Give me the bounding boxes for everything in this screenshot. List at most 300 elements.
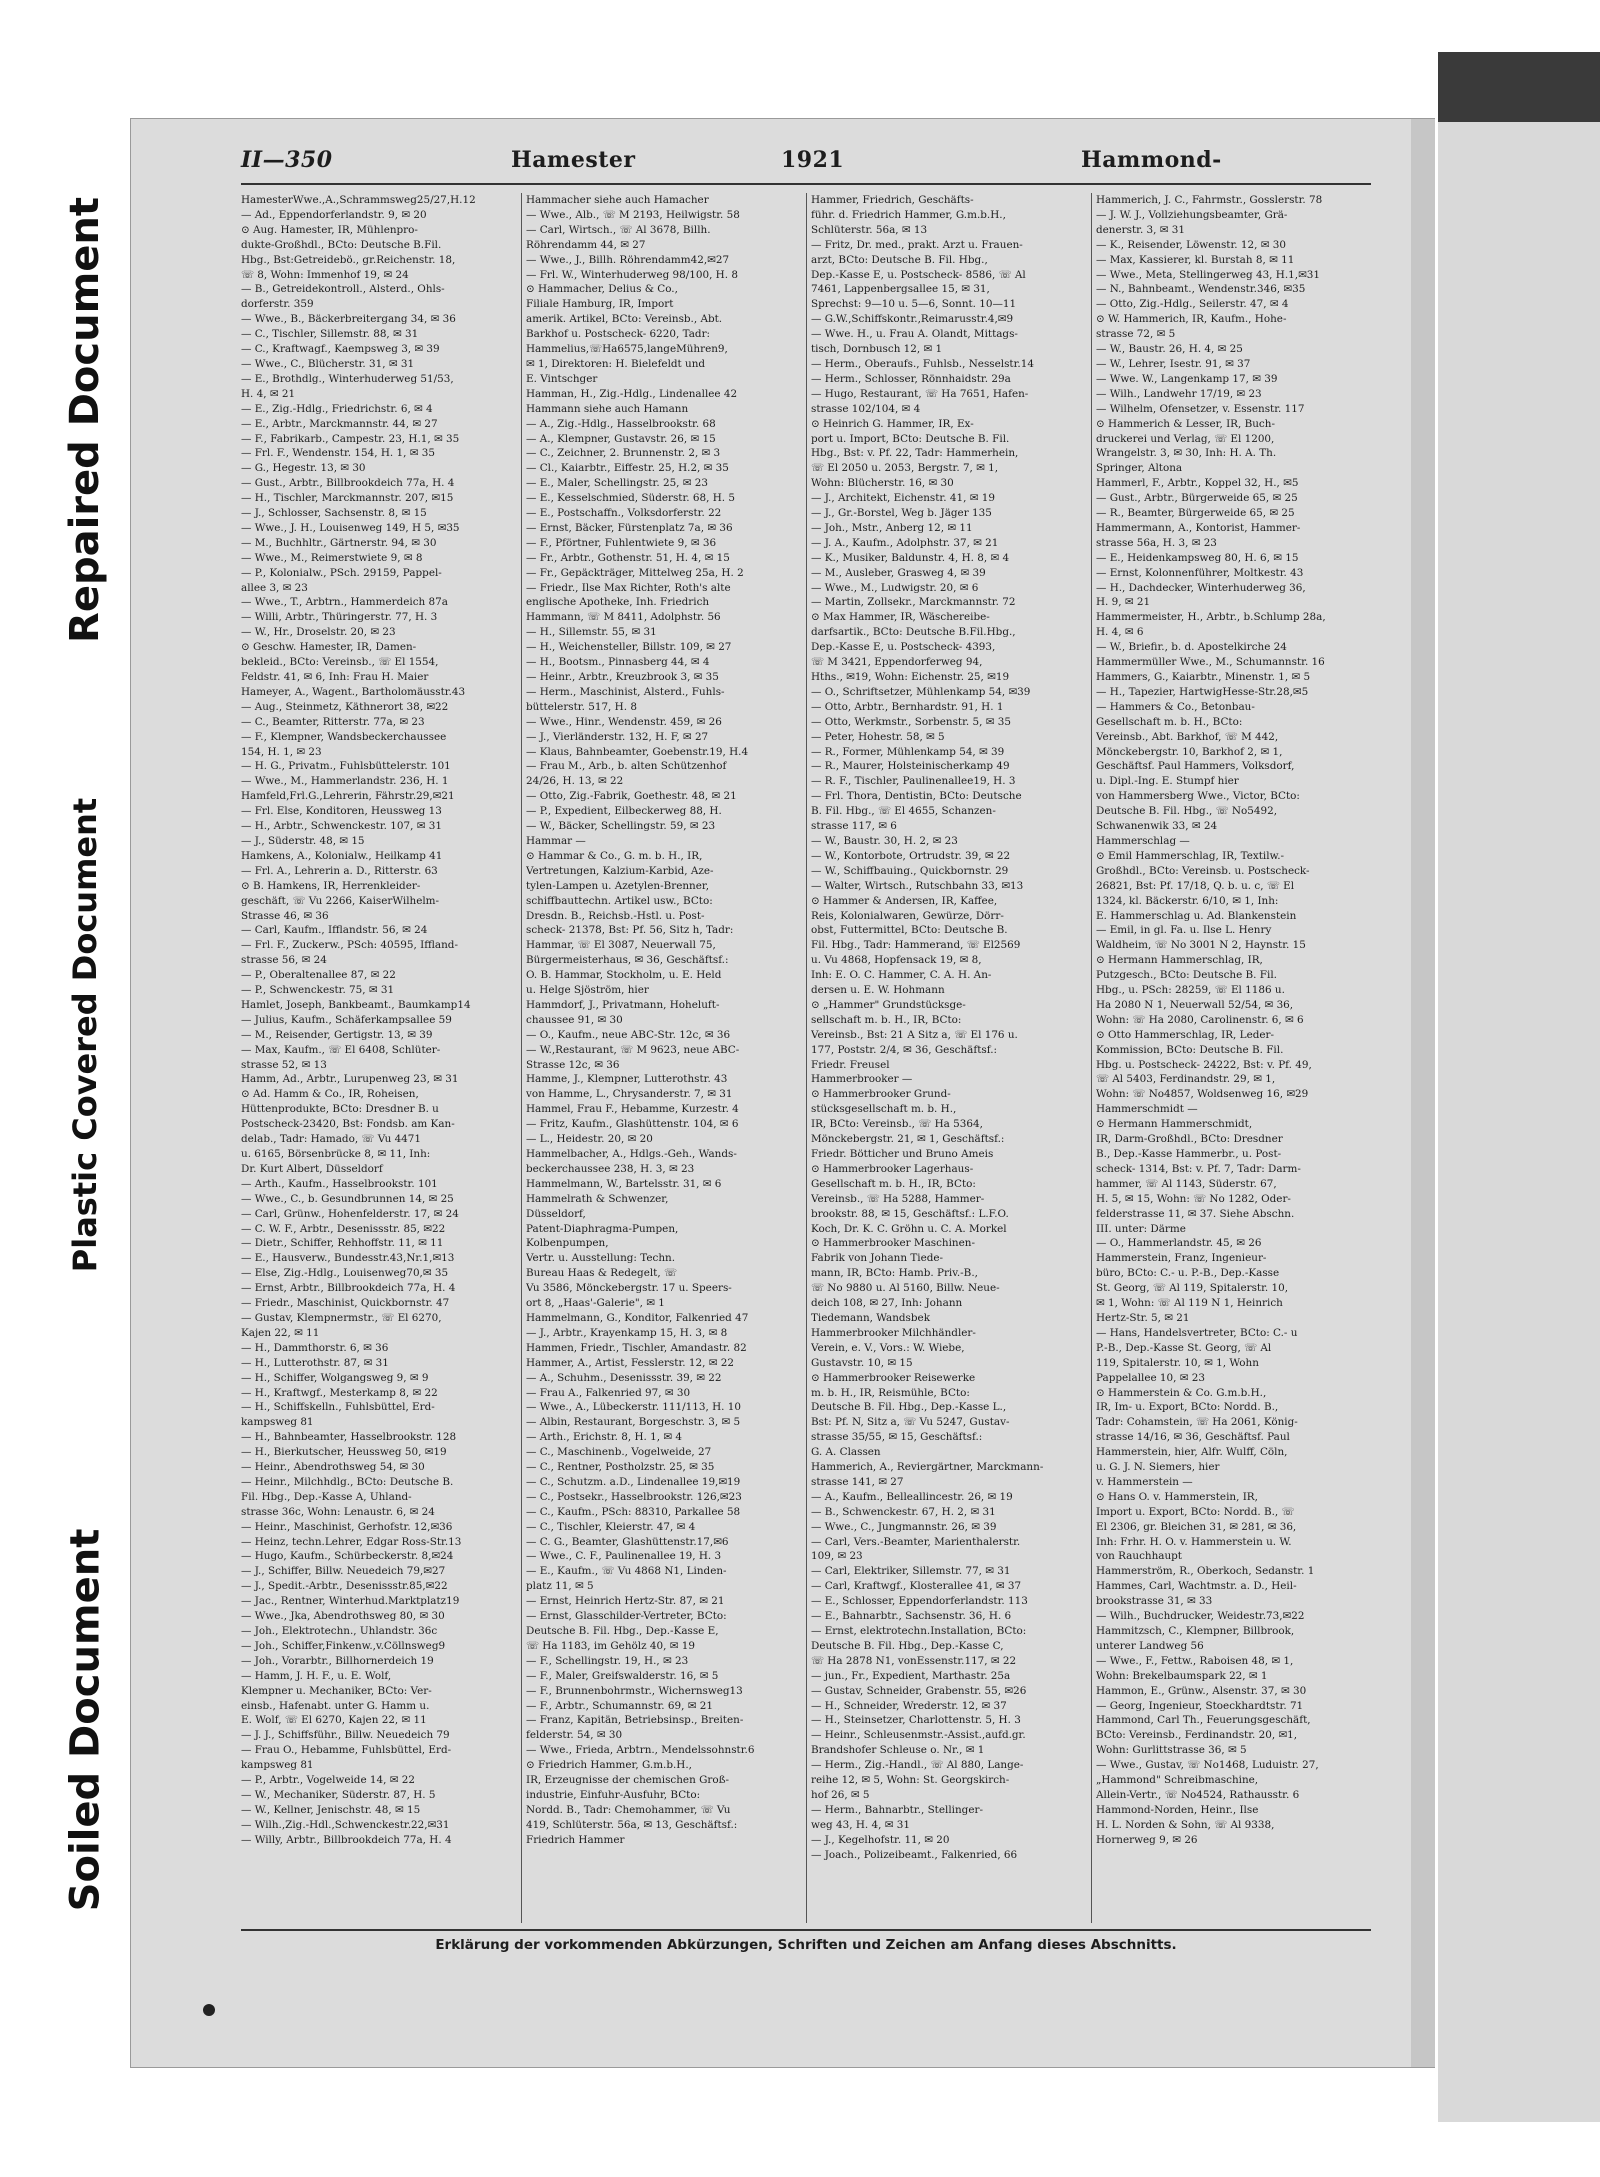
directory-column-2 — [526, 193, 798, 1923]
directory-entry-line: — Frl. Thora, Dentistin, BCto: Deutsche — [811, 790, 1022, 803]
directory-entry-line: — F., Klempner, Wandsbeckerchaussee — [241, 730, 447, 743]
directory-entry-line: P.-B., Dep.-Kasse St. Georg, ☏ Al — [1096, 1341, 1272, 1354]
directory-entry-line: — H., Schiffskelln., Fuhlsbüttel, Erd- — [241, 1401, 435, 1414]
directory-entry-line: u. Vu 4868, Hopfensack 19, ✉ 8, — [811, 954, 982, 967]
directory-entry-line: — Wwe., Frieda, Arbtrn., Mendelssohnstr.6 — [526, 1744, 755, 1757]
directory-entry-line: strasse 117, ✉ 6 — [811, 820, 897, 833]
directory-entry-line: — Wwe., A., Lübeckerstr. 111/113, H. 10 — [526, 1401, 741, 1414]
directory-entry-line: — Arth., Kaufm., Hasselbrookstr. 101 — [241, 1177, 438, 1190]
directory-entry-line: — Ernst, Arbtr., Billbrookdeich 77a, H. 4 — [241, 1282, 456, 1295]
directory-entry-line: BCto: Vereinsb., Ferdinandstr. 20, ✉1, — [1096, 1729, 1298, 1742]
directory-entry-line: — Wwe., M., Ludwigstr. 20, ✉ 6 — [811, 581, 979, 594]
directory-entry-line: ⊙ Aug. Hamester, IR, Mühlenpro- — [241, 223, 418, 236]
directory-entry-line: — Carl, Wirtsch., ☏ Al 3678, Billh. — [526, 223, 711, 236]
directory-entry-line: — Carl, Kaufm., Ifflandstr. 56, ✉ 24 — [241, 924, 428, 937]
directory-entry-line: — R., Beamter, Bürgerweide 65, ✉ 25 — [1096, 507, 1295, 520]
directory-entry-line: einsb., Hafenabt. unter G. Hamm u. — [241, 1699, 430, 1712]
directory-entry-line: — Ernst, elektrotechn.Installation, BCto: — [811, 1625, 1027, 1637]
directory-entry-line: — Herm., Maschinist, Alsterd., Fuhls- — [526, 685, 725, 698]
directory-entry-line: — W., Schiffbauing., Quickbornstr. 29 — [811, 864, 1009, 877]
directory-entry-line: stücksgesellschaft m. b. H., — [811, 1103, 957, 1116]
directory-entry-line: 24/26, H. 13, ✉ 22 — [526, 775, 624, 788]
directory-entry-line: Hammon, E., Grünw., Alsenstr. 37, ✉ 30 — [1096, 1684, 1307, 1697]
directory-entry-line: — Joach., Polizeibeamt., Falkenried, 66 — [811, 1848, 1018, 1861]
directory-entry-line: ☏ M 3421, Eppendorferweg 94, — [811, 656, 983, 669]
directory-entry-line: — J. W. J., Vollziehungsbeamter, Grä- — [1096, 208, 1288, 221]
directory-entry-line: — P., Oberaltenallee 87, ✉ 22 — [241, 969, 396, 982]
directory-entry-line: port u. Import, BCto: Deutsche B. Fil. — [811, 432, 1010, 445]
directory-entry-line: weg 43, H. 4, ✉ 31 — [811, 1818, 910, 1831]
directory-entry-line: — W., Briefir., b. d. Apostelkirche 24 — [1096, 641, 1287, 654]
directory-entry-line: strasse 141, ✉ 27 — [811, 1475, 904, 1488]
directory-entry-line: Tadr: Cohamstein, ☏ Ha 2061, König- — [1096, 1416, 1298, 1429]
directory-entry-line: Hamm, Ad., Arbtr., Lurupenweg 23, ✉ 31 — [241, 1073, 459, 1086]
directory-entry-line: — H., Schneider, Wrederstr. 12, ✉ 37 — [811, 1699, 1007, 1712]
directory-entry-line: Hamfeld,Frl.G.,Lehrerin, Fährstr.29,✉21 — [241, 790, 455, 803]
directory-entry-line: Vu 3586, Mönckebergstr. 17 u. Speers- — [526, 1282, 732, 1295]
directory-entry-line: — N., Bahnbeamt., Wendenstr.346, ✉35 — [1096, 283, 1306, 296]
directory-entry-line: ⊙ B. Hamkens, IR, Herrenkleider- — [241, 879, 421, 892]
directory-entry-line: ✉ 1, Direktoren: H. Bielefeldt und — [526, 357, 706, 370]
directory-entry-line: — E., Zig.-Hdlg., Friedrichstr. 6, ✉ 4 — [241, 402, 433, 415]
directory-entry-line: — Frau A., Falkenried 97, ✉ 30 — [526, 1386, 691, 1399]
directory-entry-line: strasse 36c, Wohn: Lenaustr. 6, ✉ 24 — [241, 1505, 435, 1518]
directory-entry-line: — Wwe., J., Billh. Röhrendamm42,✉27 — [526, 253, 730, 266]
directory-entry-line: Patent-Diaphragma-Pumpen, — [526, 1222, 679, 1235]
directory-entry-line: O. B. Hammar, Stockholm, u. E. Held — [526, 969, 722, 982]
directory-entry-line: — B., Getreidekontroll., Alsterd., Ohls- — [241, 283, 445, 296]
directory-entry-line: 109, ✉ 23 — [811, 1550, 863, 1563]
directory-entry-line: — M., Ausleber, Grasweg 4, ✉ 39 — [811, 566, 986, 579]
directory-entry-line: — E., Schlosser, Eppendorferlandstr. 113 — [811, 1595, 1028, 1608]
directory-entry-line: — H., Bierkutscher, Heussweg 50, ✉19 — [241, 1446, 447, 1459]
directory-entry-line: ⊙ „Hammer" Grundstücksge- — [811, 998, 966, 1011]
directory-entry-line: Hammers, G., Kaiarbtr., Minenstr. 1, ✉ 5 — [1096, 671, 1311, 683]
directory-columns — [241, 193, 1371, 1923]
directory-entry-line: Deutsche B. Fil. Hbg., Dep.-Kasse C, — [811, 1639, 1004, 1652]
header-rule — [241, 183, 1371, 185]
directory-entry-line: — Walter, Wirtsch., Rutschbahn 33, ✉13 — [811, 879, 1024, 892]
directory-entry-line: — Wwe., Hinr., Wendenstr. 459, ✉ 26 — [526, 715, 722, 728]
directory-entry-line: Wohn: ☏ No4857, Woldsenweg 16, ✉29 — [1096, 1088, 1309, 1101]
directory-entry-line: 26821, Bst: Pf. 17/18, Q. b. u. c, ☏ El — [1096, 879, 1295, 892]
directory-entry-line: — Carl, Vers.-Beamter, Marienthalerstr. — [811, 1535, 1021, 1548]
directory-entry-line: — Hugo, Restaurant, ☏ Ha 7651, Hafen- — [811, 387, 1029, 400]
directory-entry-line: — C., Schutzm. a.D., Lindenallee 19,✉19 — [526, 1475, 741, 1488]
directory-entry-line: Hammond-Norden, Heinr., Ilse — [1096, 1803, 1259, 1816]
directory-entry-line: Brandshofer Schleuse o. Nr., ✉ 1 — [811, 1744, 985, 1757]
directory-entry-line: Wohn: Brekelbaumspark 22, ✉ 1 — [1096, 1669, 1268, 1682]
directory-entry-line: El 2306, gr. Bleichen 31, ✉ 281, ✉ 36, — [1096, 1520, 1297, 1533]
directory-entry-line: — Friedr., Ilse Max Richter, Roth's alte — [526, 581, 731, 594]
directory-entry-line: tylen-Lampen u. Azetylen-Brenner, — [526, 879, 710, 892]
directory-entry-line: — E., Arbtr., Marckmannstr. 44, ✉ 27 — [241, 417, 438, 430]
directory-entry-line: — Fritz, Kaufm., Glashüttenstr. 104, ✉ 6 — [526, 1118, 739, 1131]
directory-entry-line: hammer, ☏ Al 1143, Süderstr. 67, — [1096, 1177, 1277, 1190]
directory-entry-line: — Wwe., T., Arbtrn., Hammerdeich 87a — [241, 596, 448, 609]
directory-entry-line: dukte-Großhdl., BCto: Deutsche B.Fil. — [241, 238, 442, 251]
directory-entry-line: ⊙ Max Hammer, IR, Wäschereibe- — [811, 611, 990, 624]
directory-entry-line: Allein-Vertr., ☏ No4524, Rathausstr. 6 — [1096, 1788, 1300, 1801]
directory-entry-line: 1324, kl. Bäckerstr. 6/10, ✉ 1, Inh: — [1096, 894, 1279, 907]
directory-entry-line: ⊙ Hammerbrooker Lagerhaus- — [811, 1162, 974, 1175]
directory-entry-line: — Carl, Elektriker, Sillemstr. 77, ✉ 31 — [811, 1565, 1011, 1578]
directory-entry-line: — Max, Kaufm., ☏ El 6408, Schlüter- — [241, 1043, 441, 1056]
directory-entry-line: — Wwe., F., Fettw., Raboisen 48, ✉ 1, — [1096, 1654, 1294, 1667]
directory-entry-line: — Hamm, J. H. F., u. E. Wolf, — [241, 1669, 392, 1682]
directory-entry-line: — C., Rentner, Postholzstr. 25, ✉ 35 — [526, 1461, 715, 1474]
directory-entry-line: brookstrasse 31, ✉ 33 — [1096, 1595, 1213, 1608]
directory-entry-line: ⊙ Hammerbrooker Maschinen- — [811, 1237, 975, 1250]
directory-entry-line: — Heinr., Arbtr., Kreuzbrook 3, ✉ 35 — [526, 671, 719, 683]
directory-entry-line: — H., Steinsetzer, Charlottenstr. 5, H. 3 — [811, 1714, 1021, 1727]
directory-entry-line: — W.,Restaurant, ☏ M 9623, neue ABC- — [526, 1043, 740, 1056]
directory-entry-line: Vertr. u. Ausstellung: Techn. — [526, 1252, 676, 1265]
directory-entry-line: — E., Kaufm., ☏ Vu 4868 N1, Linden- — [526, 1565, 727, 1578]
directory-entry-line: — J., Süderstr. 48, ✉ 15 — [241, 834, 365, 847]
directory-entry-line: Hamman, H., Zig.-Hdlg., Lindenallee 42 — [526, 387, 738, 400]
directory-entry-line: — E., Hausverw., Bundesstr.43,Nr.1,✉13 — [241, 1252, 455, 1265]
directory-entry-line: — H., Schiffer, Wolgangsweg 9, ✉ 9 — [241, 1371, 429, 1384]
directory-entry-line: — Gustav, Klempnermstr., ☏ El 6270, — [241, 1311, 442, 1324]
directory-entry-line: Import u. Export, BCto: Nordd. B., ☏ — [1096, 1505, 1295, 1518]
directory-entry-line: schiffbauttechn. Artikel usw., BCto: — [526, 894, 713, 907]
directory-entry-line: — Wwe., C., Blücherstr. 31, ✉ 31 — [241, 357, 415, 370]
directory-entry-line: Hammerich, A., Reviergärtner, Marckmann- — [811, 1461, 1044, 1474]
directory-entry-line: büro, BCto: C.- u. P.-B., Dep.-Kasse — [1096, 1267, 1280, 1280]
directory-entry-line: Gesellschaft m. b. H., BCto: — [1096, 715, 1243, 728]
directory-entry-line: führ. d. Friedrich Hammer, G.m.b.H., — [811, 208, 1006, 221]
directory-entry-line: Hertz-Str. 5, ✉ 21 — [1096, 1311, 1190, 1324]
directory-entry-line: — Albin, Restaurant, Borgeschstr. 3, ✉ 5 — [526, 1416, 741, 1429]
directory-entry-line: — W., Baustr. 30, H. 2, ✉ 23 — [811, 834, 958, 847]
directory-entry-line: — Wwe., Jka, Abendrothsweg 80, ✉ 30 — [241, 1610, 445, 1623]
directory-entry-line: — F., Schellingstr. 19, H., ✉ 23 — [526, 1654, 689, 1667]
directory-entry-line: — H., Weichensteller, Billstr. 109, ✉ 27 — [526, 641, 732, 654]
directory-entry-line: „Hammond" Schreibmaschine, — [1096, 1774, 1259, 1787]
directory-entry-line: 7461, Lappenbergsallee 15, ✉ 31, — [811, 283, 990, 296]
directory-entry-line: Hbg., Bst:Getreidebö., gr.Reichenstr. 18, — [241, 253, 456, 266]
directory-entry-line: strasse 52, ✉ 13 — [241, 1058, 327, 1071]
page-number: II—350 — [241, 147, 333, 173]
directory-entry-line: Friedrich Hammer — [526, 1833, 625, 1846]
directory-entry-line: Großhdl., BCto: Vereinsb. u. Postscheck- — [1096, 864, 1310, 877]
directory-entry-line: — Aug., Steinmetz, Käthnerort 38, ✉22 — [241, 700, 449, 713]
directory-entry-line: — Klaus, Bahnbeamter, Goebenstr.19, H.4 — [526, 745, 749, 758]
directory-entry-line: Kajen 22, ✉ 11 — [241, 1326, 320, 1339]
directory-entry-line: Klempner u. Mechaniker, BCto: Ver- — [241, 1684, 432, 1697]
directory-entry-line: von Hammersberg Wwe., Victor, BCto: — [1096, 790, 1300, 803]
directory-entry-line: Dresdn. B., Reichsb.-Hstl. u. Post- — [526, 909, 705, 922]
plastic-covered-document-label — [50, 690, 120, 1380]
directory-entry-line: Hamlet, Joseph, Bankbeamt., Baumkamp14 — [241, 998, 471, 1011]
directory-entry-line: — W., Kellner, Jenischstr. 48, ✉ 15 — [241, 1803, 421, 1816]
directory-entry-line: — Wilhelm, Ofensetzer, v. Essenstr. 117 — [1096, 402, 1305, 415]
directory-entry-line: — Wwe., Meta, Stellingerweg 43, H.1,✉31 — [1096, 268, 1320, 281]
directory-entry-line: von Hamme, L., Chrysanderstr. 7, ✉ 31 — [526, 1088, 733, 1101]
directory-entry-line: Hammelrath & Schwenzer, — [526, 1192, 669, 1205]
directory-entry-line: Vereinsb., Abt. Barkhof, ☏ M 442, — [1096, 730, 1279, 743]
soiled-document-label — [50, 1390, 120, 2050]
directory-entry-line: 177, Poststr. 2/4, ✉ 36, Geschäftsf.: — [811, 1043, 997, 1056]
directory-entry-line: Hammen, Friedr., Tischler, Amandastr. 82 — [526, 1341, 747, 1354]
directory-entry-line: — P., Arbtr., Vogelweide 14, ✉ 22 — [241, 1774, 415, 1787]
directory-entry-line: — Ad., Eppendorferlandstr. 9, ✉ 20 — [241, 208, 427, 221]
directory-entry-line: — A., Klempner, Gustavstr. 26, ✉ 15 — [526, 432, 716, 445]
directory-entry-line: Hammermann, A., Kontorist, Hammer- — [1096, 521, 1301, 534]
directory-entry-line: — Heinz, techn.Lehrer, Edgar Ross-Str.13 — [241, 1535, 462, 1548]
scan-dark-corner — [1438, 52, 1600, 122]
directory-entry-line: — E., Bahnarbtr., Sachsenstr. 36, H. 6 — [811, 1610, 1012, 1623]
directory-entry-line: — Heinr., Maschinist, Gerhofstr. 12,✉36 — [241, 1520, 453, 1533]
directory-entry-line: — Joh., Mstr., Anberg 12, ✉ 11 — [811, 521, 973, 534]
directory-entry-line: — A., Schuhm., Desenissstr. 39, ✉ 22 — [526, 1371, 722, 1384]
directory-entry-line: — H., Tapezier, HartwigHesse-Str.28,✉5 — [1096, 685, 1309, 698]
directory-entry-line: ⊙ Hammerbrooker Reisewerke — [811, 1371, 976, 1384]
directory-entry-line: — Joh., Vorarbtr., Billhornerdeich 19 — [241, 1654, 434, 1667]
directory-entry-line: — J., Spedit.-Arbtr., Desenissstr.85,✉22 — [241, 1580, 448, 1593]
directory-entry-line: — G., Hegestr. 13, ✉ 30 — [241, 462, 366, 475]
directory-entry-line: — P., Schwenckestr. 75, ✉ 31 — [241, 984, 395, 997]
directory-entry-line: scheck- 1314, Bst: v. Pf. 7, Tadr: Darm- — [1096, 1162, 1301, 1175]
directory-entry-line: — H., Bootsm., Pinnasberg 44, ✉ 4 — [526, 656, 710, 669]
directory-entry-line: industrie, Einfuhr-Ausfuhr, BCto: — [526, 1788, 701, 1801]
directory-entry-line: denerstr. 3, ✉ 31 — [1096, 223, 1185, 236]
directory-entry-line: Röhrendamm 44, ✉ 27 — [526, 238, 646, 251]
directory-entry-line: — P., Kolonialw., PSch. 29159, Pappel- — [241, 566, 442, 579]
directory-entry-line: — Otto, Werkmstr., Sorbenstr. 5, ✉ 35 — [811, 715, 1011, 728]
directory-entry-line: — Wwe., C., Jungmannstr. 26, ✉ 39 — [811, 1520, 997, 1533]
directory-entry-line: — Ernst, Glasschilder-Vertreter, BCto: — [526, 1610, 727, 1623]
directory-entry-line: — Georg, Ingenieur, Stoeckhardtstr. 71 — [1096, 1699, 1304, 1712]
footer-rule — [241, 1929, 1371, 1931]
directory-entry-line: Hammermüller Wwe., M., Schumannstr. 16 — [1096, 656, 1325, 669]
directory-entry-line: — Friedr., Maschinist, Quickbornstr. 47 — [241, 1297, 450, 1310]
directory-entry-line: — Max, Kassierer, kl. Burstah 8, ✉ 11 — [1096, 253, 1295, 266]
directory-entry-line: unterer Landweg 56 — [1096, 1639, 1204, 1652]
directory-entry-line: ⊙ Hermann Hammerschmidt, — [1096, 1118, 1253, 1131]
directory-entry-line: — Gust., Arbtr., Bürgerweide 65, ✉ 25 — [1096, 492, 1298, 505]
directory-entry-line: Bst: Pf. N, Sitz a, ☏ Vu 5247, Gustav- — [811, 1416, 1010, 1429]
directory-entry-line: — F., Maler, Greifswalderstr. 16, ✉ 5 — [526, 1669, 719, 1682]
directory-entry-line: kampsweg 81 — [241, 1759, 314, 1772]
directory-entry-line: Hammerbrooker — — [811, 1073, 913, 1086]
directory-entry-line: — J., Schiffer, Billw. Neuedeich 79,✉27 — [241, 1565, 446, 1578]
directory-entry-line: Hbg., u. PSch: 28259, ☏ El 1186 u. — [1096, 984, 1285, 997]
side-labels — [50, 160, 120, 2050]
directory-entry-line: — E., Maler, Schellingstr. 25, ✉ 23 — [526, 477, 709, 490]
directory-entry-line: — Fr., Arbtr., Gothenstr. 51, H. 4, ✉ 15 — [526, 551, 730, 564]
directory-entry-line: St. Georg, ☏ Al 119, Spitalerstr. 10, — [1096, 1282, 1289, 1295]
directory-entry-line: ⊙ Heinrich G. Hammer, IR, Ex- — [811, 417, 974, 430]
directory-entry-line: ⊙ Emil Hammerschlag, IR, Textilw.- — [1096, 849, 1285, 862]
directory-entry-line: darfsartik., BCto: Deutsche B.Fil.Hbg., — [811, 626, 1016, 639]
directory-entry-line: — H. G., Privatm., Fuhlsbüttelerstr. 101 — [241, 760, 451, 773]
directory-entry-line: — Wwe., Gustav, ☏ No1468, Luduistr. 27, — [1096, 1759, 1319, 1772]
directory-entry-line: Hammerstein, Franz, Ingenieur- — [1096, 1252, 1267, 1265]
directory-entry-line: — F., Pförtner, Fuhlentwiete 9, ✉ 36 — [526, 536, 717, 549]
directory-entry-line: — Frl. W., Winterhuderweg 98/100, H. 8 — [526, 268, 738, 281]
directory-entry-line: B. Fil. Hbg., ☏ El 4655, Schanzen- — [811, 805, 996, 818]
directory-entry-line: Filiale Hamburg, IR, Import — [526, 298, 674, 311]
directory-entry-line: Schwanenwik 33, ✉ 24 — [1096, 820, 1218, 833]
directory-entry-line: Hbg., Bst: v. Pf. 22, Tadr: Hammerhein, — [811, 447, 1019, 460]
directory-entry-line: delab., Tadr: Hamado, ☏ Vu 4471 — [241, 1133, 422, 1146]
directory-entry-line: druckerei und Verlag, ☏ El 1200, — [1096, 432, 1275, 445]
directory-entry-line: felderstrasse 11, ✉ 37. Siehe Abschn. — [1096, 1207, 1295, 1220]
directory-entry-line: — R., Maurer, Holsteinischerkamp 49 — [811, 760, 1010, 773]
directory-entry-line: Hths., ✉19, Wohn: Eichenstr. 25, ✉19 — [811, 671, 1010, 683]
directory-entry-line: — H., Tischler, Marckmannstr. 207, ✉15 — [241, 492, 454, 505]
directory-entry-line: Hammerl, F., Arbtr., Koppel 32, H., ✉5 — [1096, 477, 1299, 490]
directory-entry-line: — Herm., Zig.-Handl., ☏ Al 880, Lange- — [811, 1759, 1024, 1772]
directory-entry-line: ⊙ Hammer & Andersen, IR, Kaffee, — [811, 894, 998, 907]
directory-entry-line: Hammermeister, H., Arbtr., b.Schlump 28a, — [1096, 611, 1326, 624]
directory-entry-line: Hameyer, A., Wagent., Bartholomäusstr.43 — [241, 685, 466, 698]
directory-entry-line: — Gustav, Schneider, Grabenstr. 55, ✉26 — [811, 1684, 1027, 1697]
directory-entry-line: — C., Kraftwagf., Kaempsweg 3, ✉ 39 — [241, 343, 440, 356]
directory-entry-line: — Frau M., Arb., b. alten Schützenhof — [526, 760, 727, 773]
directory-entry-line: — Fritz, Dr. med., prakt. Arzt u. Frauen- — [811, 238, 1023, 251]
directory-entry-line: — Dietr., Schiffer, Rehhoffstr. 11, ✉ 11 — [241, 1237, 444, 1250]
directory-entry-line: — Frl. A., Lehrerin a. D., Ritterstr. 63 — [241, 864, 438, 877]
directory-entry-line: Hammes, Carl, Wachtmstr. a. D., Heil- — [1096, 1580, 1297, 1593]
directory-entry-line: — J. J., Schiffsführ., Billw. Neuedeich 79 — [241, 1729, 450, 1742]
directory-entry-line: Bureau Haas & Redegelt, ☏ — [526, 1267, 677, 1280]
directory-entry-line: E. Wolf, ☏ El 6270, Kajen 22, ✉ 11 — [241, 1714, 427, 1727]
directory-entry-line: — Gust., Arbtr., Billbrookdeich 77a, H. 4 — [241, 477, 455, 490]
directory-entry-line: — Wilh., Buchdrucker, Weidestr.73,✉22 — [1096, 1610, 1305, 1623]
directory-entry-line: Hammann siehe auch Hamann — [526, 402, 689, 415]
directory-entry-line: Sprechst: 9—10 u. 5—6, Sonnt. 10—11 — [811, 298, 1017, 311]
directory-entry-line: ⊙ Hammar & Co., G. m. b. H., IR, — [526, 849, 703, 862]
directory-entry-line: ☏ Al 5403, Ferdinandstr. 29, ✉ 1, — [1096, 1073, 1276, 1086]
directory-entry-line: Deutsche B. Fil. Hbg., Dep.-Kasse E, — [526, 1625, 719, 1637]
directory-entry-line: — E., Postschaffn., Volksdorferstr. 22 — [526, 507, 722, 520]
directory-entry-line: ☏ No 9880 u. Al 5160, Billw. Neue- — [811, 1282, 1000, 1295]
directory-entry-line: ⊙ Hammerstein & Co. G.m.b.H., — [1096, 1386, 1267, 1399]
directory-entry-line: — J. A., Kaufm., Adolphstr. 37, ✉ 21 — [811, 536, 999, 549]
directory-entry-line: Mönckebergstr. 10, Barkhof 2, ✉ 1, — [1096, 745, 1283, 758]
directory-entry-line: chaussee 91, ✉ 30 — [526, 1013, 623, 1026]
directory-entry-line: — Herm., Schlosser, Rönnhaidstr. 29a — [811, 372, 1011, 385]
directory-entry-line: — Joh., Elektrotechn., Uhlandstr. 36c — [241, 1625, 438, 1637]
directory-entry-line: Hammel, Frau F., Hebamme, Kurzestr. 4 — [526, 1103, 739, 1116]
directory-entry-line: — Hugo, Kaufm., Schürbeckerstr. 8,✉24 — [241, 1550, 454, 1563]
directory-entry-line: Hammdorf, J., Privatmann, Hoheluft- — [526, 998, 720, 1011]
directory-entry-line: — K., Reisender, Löwenstr. 12, ✉ 30 — [1096, 238, 1286, 251]
directory-entry-line: — Wwe., Alb., ☏ M 2193, Heilwigstr. 58 — [526, 208, 740, 221]
directory-entry-line: strasse 35/55, ✉ 15, Geschäftsf.: — [811, 1431, 983, 1444]
directory-entry-line: tisch, Dornbusch 12, ✉ 1 — [811, 343, 943, 356]
directory-entry-line: Hammelmann, W., Bartelsstr. 31, ✉ 6 — [526, 1177, 722, 1190]
directory-entry-line: III. unter: Därme — [1096, 1222, 1186, 1235]
directory-entry-line: Vereinsb., Bst: 21 A Sitz a, ☏ El 176 u. — [811, 1028, 1018, 1041]
directory-entry-line: — C., Zeichner, 2. Brunnenstr. 2, ✉ 3 — [526, 447, 721, 460]
directory-entry-line: ⊙ Geschw. Hamester, IR, Damen- — [241, 641, 417, 654]
directory-entry-line: — W., Baustr. 26, H. 4, ✉ 25 — [1096, 343, 1243, 356]
directory-entry-line: — W., Mechaniker, Süderstr. 87, H. 5 — [241, 1788, 436, 1801]
directory-entry-line: Tiedemann, Wandsbek — [811, 1311, 930, 1324]
directory-entry-line: obst, Futtermittel, BCto: Deutsche B. — [811, 924, 1008, 937]
directory-entry-line: — R., Former, Mühlenkamp 54, ✉ 39 — [811, 745, 1005, 758]
directory-entry-line: Friedr. Bötticher und Bruno Ameis — [811, 1148, 994, 1160]
directory-entry-line: Hamkens, A., Kolonialw., Heilkamp 41 — [241, 849, 443, 862]
directory-entry-line: Wohn: Gurlittstrasse 36, ✉ 5 — [1096, 1744, 1247, 1757]
directory-entry-line: — L., Heidestr. 20, ✉ 20 — [526, 1133, 653, 1146]
repaired-document-label — [50, 160, 120, 680]
directory-entry-line: — F., Arbtr., Schumannstr. 69, ✉ 21 — [526, 1699, 713, 1712]
directory-entry-line: — Franz, Kapitän, Betriebsinsp., Breiten- — [526, 1714, 744, 1727]
directory-entry-line: beckerchaussee 238, H. 3, ✉ 23 — [526, 1162, 695, 1175]
directory-entry-line: — Wwe. H., u. Frau A. Olandt, Mittags- — [811, 328, 1018, 341]
header-left-word: Hamester — [511, 147, 636, 173]
directory-entry-line: — Heinr., Milchhdlg., BCto: Deutsche B. — [241, 1475, 454, 1488]
directory-entry-line: m. b. H., IR, Reismühle, BCto: — [811, 1386, 970, 1399]
directory-entry-line: Feldstr. 41, ✉ 6, Inh: Frau H. Maier — [241, 671, 429, 683]
directory-entry-line: — Willy, Arbtr., Billbrookdeich 77a, H. 4 — [241, 1833, 452, 1846]
ink-spot — [203, 2004, 215, 2016]
directory-entry-line: — J., Vierländerstr. 132, H. F, ✉ 27 — [526, 730, 709, 743]
directory-entry-line: — Wwe., C. F., Paulinenallee 19, H. 3 — [526, 1550, 722, 1563]
directory-entry-line: Reis, Kolonialwaren, Gewürze, Dörr- — [811, 909, 1004, 922]
directory-entry-line: Geschäftsf. Paul Hammers, Volksdorf, — [1096, 760, 1295, 773]
directory-entry-line: — Hans, Handelsvertreter, BCto: C.- u — [1096, 1326, 1298, 1339]
directory-entry-line: — Cl., Kaiarbtr., Eiffestr. 25, H.2, ✉ 35 — [526, 462, 729, 475]
directory-entry-line: — Herm., Oberaufs., Fuhlsb., Nesselstr.14 — [811, 357, 1034, 370]
directory-entry-line: — C., Postsekr., Hasselbrookstr. 126,✉23 — [526, 1490, 742, 1503]
directory-entry-line: Hammerbrooker Milchhändler- — [811, 1326, 976, 1339]
directory-entry-line: IR, BCto: Vereinsb., ☏ Ha 5364, — [811, 1118, 983, 1131]
directory-entry-line: HamesterWwe.,A.,Schrammsweg25/27,H.12 — [241, 194, 476, 206]
directory-entry-line: Wrangelstr. 3, ✉ 30, Inh: H. A. Th. — [1096, 447, 1277, 460]
directory-entry-line: Hammerschmidt — — [1096, 1103, 1198, 1116]
directory-entry-line: Hammelmann, G., Konditor, Falkenried 47 — [526, 1311, 749, 1324]
directory-entry-line: E. Hammerschlag u. Ad. Blankenstein — [1096, 909, 1297, 922]
directory-entry-line: — J., Architekt, Eichenstr. 41, ✉ 19 — [811, 492, 995, 505]
directory-entry-line: Hammar — — [526, 834, 586, 847]
directory-entry-line: ☏ El 2050 u. 2053, Bergstr. 7, ✉ 1, — [811, 462, 999, 475]
directory-entry-line: ✉ 1, Wohn: ☏ Al 119 N 1, Heinrich — [1096, 1297, 1283, 1310]
repaired-document-text: Repaired Document — [62, 197, 108, 643]
directory-entry-line: ⊙ Hammerich & Lesser, IR, Buch- — [1096, 417, 1275, 430]
directory-entry-line: H. 5, ✉ 15, Wohn: ☏ No 1282, Oder- — [1096, 1192, 1291, 1205]
directory-entry-line: — Wwe., M., Hammerlandstr. 236, H. 1 — [241, 775, 449, 788]
directory-entry-line: — Wwe., M., Reimerstwiete 9, ✉ 8 — [241, 551, 423, 564]
directory-entry-line: Hammer, Friedrich, Geschäfts- — [811, 194, 974, 206]
directory-entry-line: Düsseldorf, — [526, 1207, 586, 1220]
directory-entry-line: Fabrik von Johann Tiede- — [811, 1252, 944, 1265]
directory-entry-line: — P., Expedient, Eilbeckerweg 88, H. — [526, 805, 722, 818]
directory-entry-line: — Otto, Zig.-Hdlg., Seilerstr. 47, ✉ 4 — [1096, 298, 1289, 311]
directory-entry-line: hof 26, ✉ 5 — [811, 1788, 870, 1801]
directory-entry-line: Verein, e. V., Vors.: W. Wiebe, — [811, 1341, 965, 1354]
plastic-covered-document-text: Plastic Covered Document — [66, 797, 105, 1273]
abbreviation-note: Erklärung der vorkommenden Abkürzungen, Schriften und Zeichen am Anfang dieses Abschnitts. — [435, 1937, 1177, 1953]
directory-entry-line: — jun., Fr., Expedient, Marthastr. 25a — [811, 1669, 1011, 1682]
directory-entry-line: Deutsche B. Fil. Hbg., ☏ No5492, — [1096, 805, 1278, 818]
directory-entry-line: — H., Lutterothstr. 87, ✉ 31 — [241, 1356, 389, 1369]
directory-entry-line: strasse 72, ✉ 5 — [1096, 328, 1176, 341]
directory-entry-line: — Wwe., B., Bäckerbreitergang 34, ✉ 36 — [241, 313, 456, 326]
directory-entry-line: strasse 56, ✉ 24 — [241, 954, 327, 967]
directory-entry-line: Wohn: Blücherstr. 16, ✉ 30 — [811, 477, 954, 490]
directory-entry-line: Bürgermeisterhaus, ✉ 36, Geschäftsf.: — [526, 954, 729, 967]
directory-entry-line: — C. W. F., Arbtr., Desenissstr. 85, ✉22 — [241, 1222, 446, 1235]
directory-entry-line: sellschaft m. b. H., IR, BCto: — [811, 1013, 962, 1026]
directory-entry-line: Dr. Kurt Albert, Düsseldorf — [241, 1162, 383, 1175]
directory-entry-line: — Hammers & Co., Betonbau- — [1096, 700, 1255, 713]
